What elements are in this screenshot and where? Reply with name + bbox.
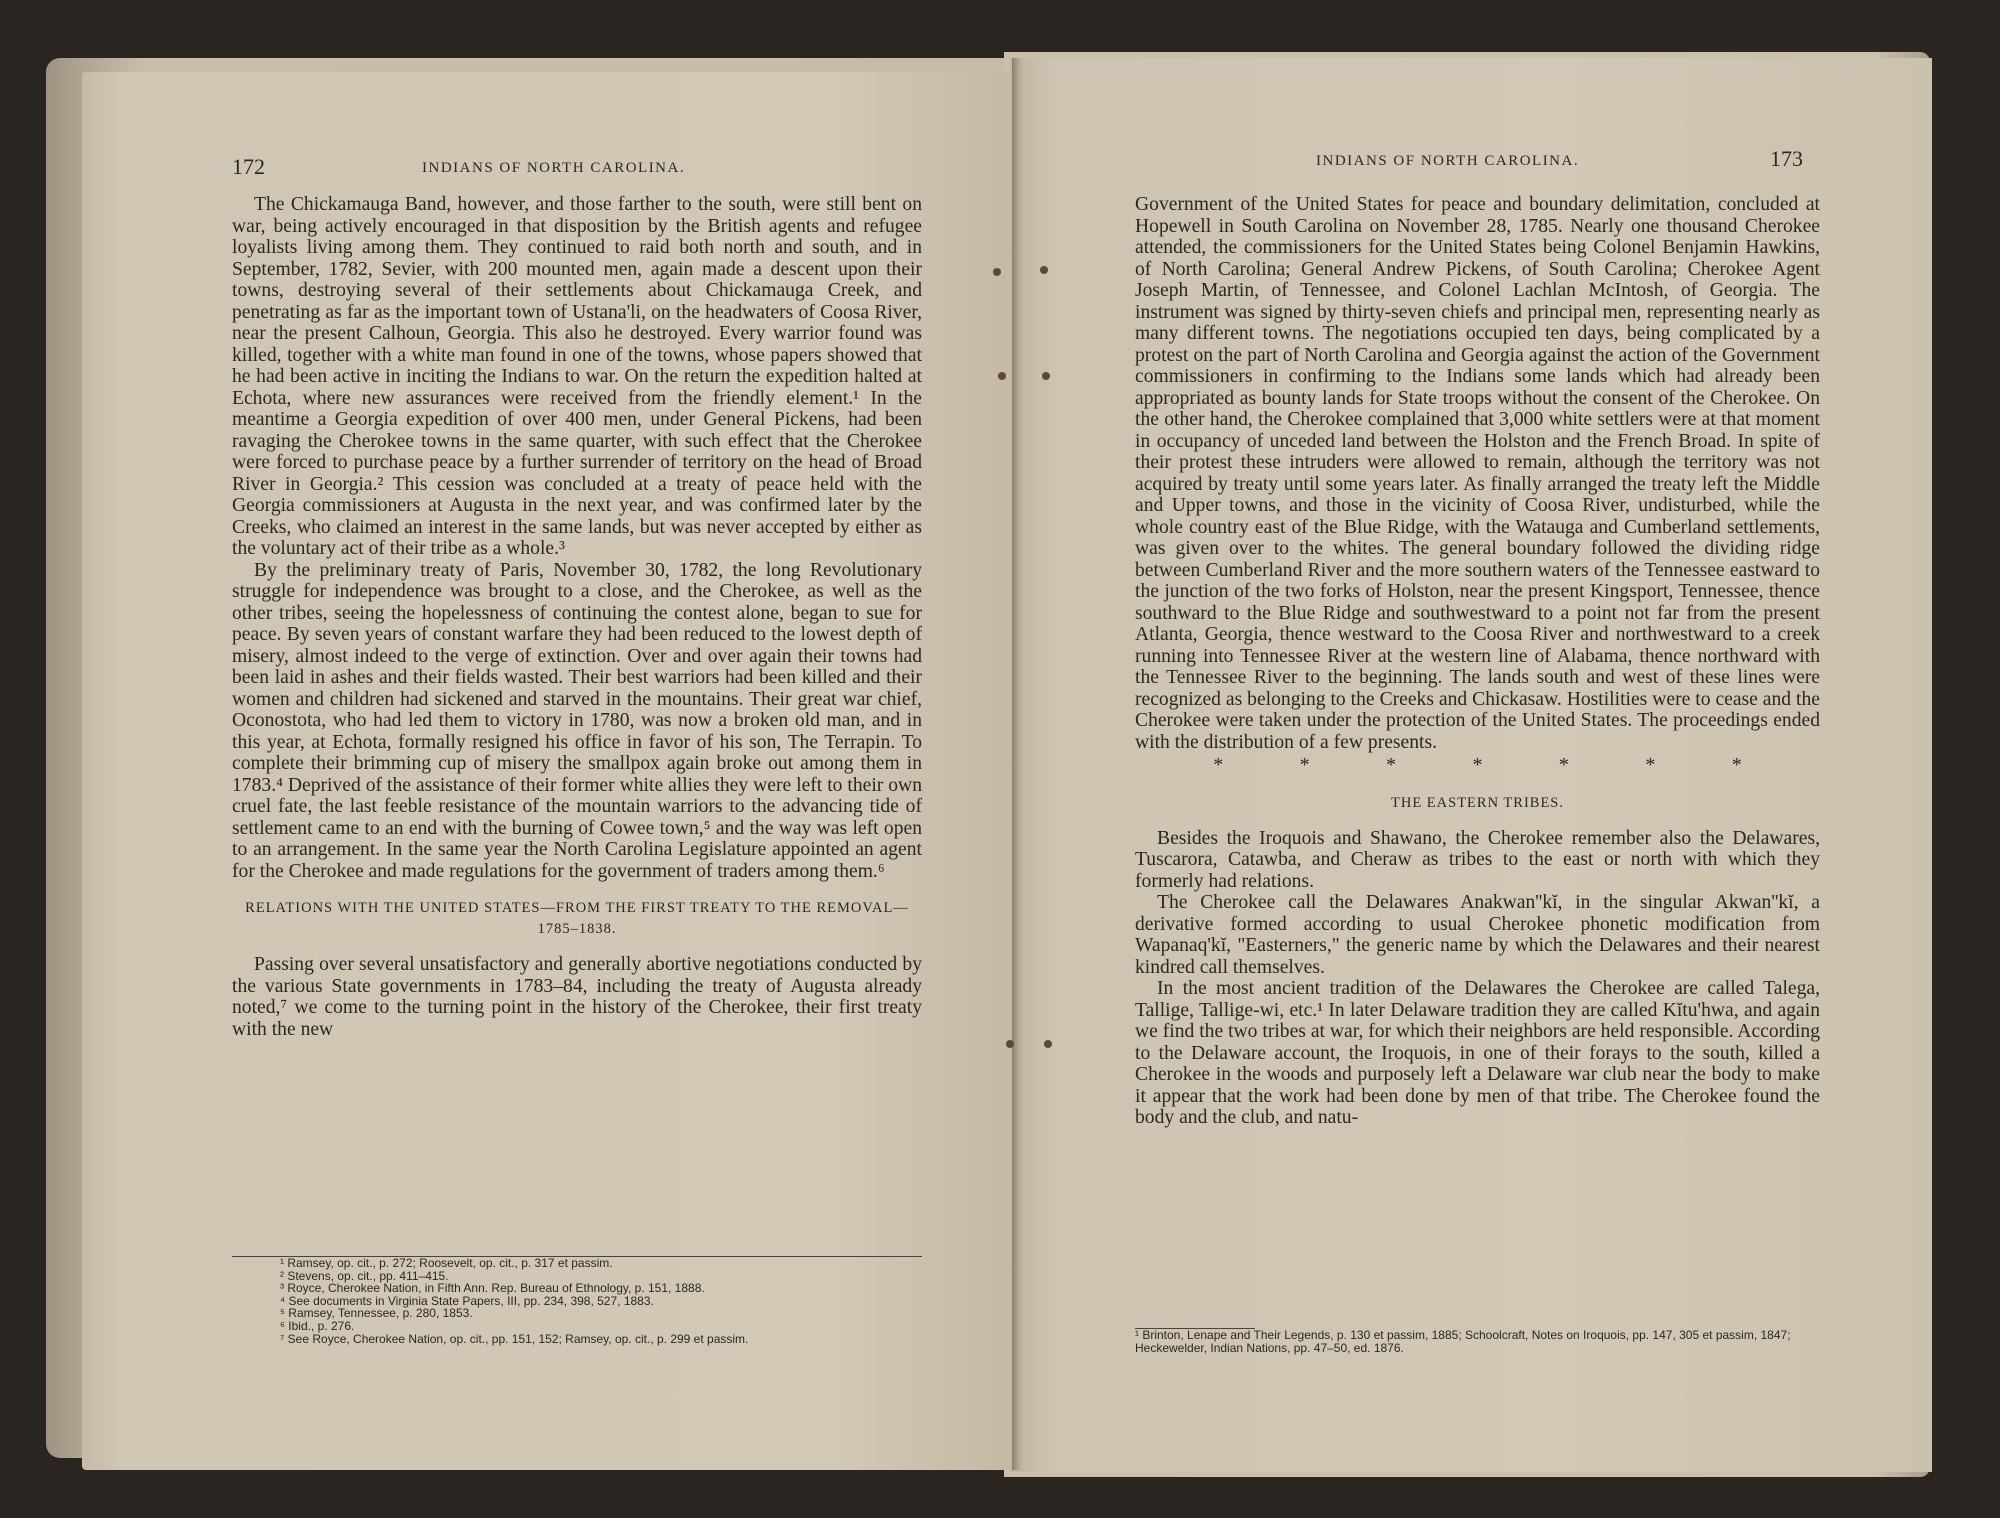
binding-hole <box>993 268 1001 276</box>
footnote: ² Stevens, op. cit., pp. 411–415. <box>280 1268 449 1283</box>
book-gutter <box>1012 58 1024 1470</box>
right-text-column <box>1135 194 1820 1129</box>
paragraph: Besides the Iroquois and Shawano, the Cherokee remember also the Delawares, Tuscarora, Catawba, and Cheraw as tribes to the east or north with which they formerly had relations. <box>1135 827 1820 892</box>
right-page-number: 173 <box>1770 146 1803 171</box>
paragraph: The Chickamauga Band, however, and those farther to the south, were still bent on war, being actively encouraged in that disposition by the British agents and refugee loyalists living among them. They continued to raid both north and south, and in September, 1782, Sevier, with 200 mounted men, again made a descent upon their towns, destroying several of their settlements about Chickamauga Creek, and penetrating as far as the important town of Ustana'li, on the headwaters of Coosa River, near the present Calhoun, Georgia. This also he destroyed. Every warrior found was killed, together with a white man found in one of the towns, whose papers showed that he had been active in inciting the Indians to war. On the return the expedition halted at Echota, where new assurances were received from the friendly element.¹ In the meantime a Georgia expedition of over 400 men, under General Pickens, had been ravaging the Cherokee towns in the same quarter, with such effect that the Cherokee were forced to purchase peace by a further surrender of territory on the head of Broad River in Georgia.² This cession was concluded at a treaty of peace held with the Georgia commissioners at Augusta in the next year, and was confirmed later by the Creeks, who claimed an interest in the same lands, but was never accepted by either as the voluntary act of their tribe as a whole.³ <box>232 194 922 559</box>
paragraph: Government of the United States for peace and boundary delimitation, concluded at Hopewell in South Carolina on November 28, 1785. Nearly one thousand Cherokee attended, the commissioners for the United States being Colonel Benjamin Hawkins, of North Carolina; General Andrew Pickens, of South Carolina; Cherokee Agent Joseph Martin, of Tennessee, and Colonel Lachlan McIntosh, of Georgia. The instrument was signed by thirty-seven chiefs and principal men, representing nearly as many different towns. The negotiations occupied ten days, being complicated by a protest on the part of North Carolina and Georgia against the action of the Government commissioners in confirming to the Indians some lands which had already been appropriated as bounty lands for State troops without the consent of the Cherokee. On the other hand, the Cherokee complained that 3,000 white settlers were at that moment in occupancy of unceded land between the Holston and the French Broad. In spite of their protest these intruders were allowed to remain, although the territory was not acquired by treaty until some years later. As finally arranged the treaty left the Middle and Upper towns, and those in the vicinity of Coosa River, undisturbed, while the whole country east of the Blue Ridge, with the Watauga and Cumberland settlements, was given over to the whites. The general boundary followed the dividing ridge between Cumberland River and the more southern waters of the Tennessee eastward to the junction of the two forks of Holston, near the present Kingsport, Tennessee, thence southward to the Blue Ridge and southwestward to a point not far from the present Atlanta, Georgia, thence westward to the Coosa River and northwestward to a creek running into Tennessee River at the western line of Alabama, thence northward with the Tennessee River to the beginning. The lands south and west of these lines were recognized as belonging to the Creeks and Chickasaw. Hostilities were to cease and the Cherokee were taken under the protection of the United States. The proceedings ended with the distribution of a few presents. <box>1135 194 1820 753</box>
star: * <box>1731 754 1742 776</box>
right-page <box>1010 58 1932 1472</box>
binding-hole <box>1040 266 1048 274</box>
binding-hole <box>998 372 1006 380</box>
left-page <box>82 72 1026 1470</box>
left-text-column <box>232 194 922 1040</box>
left-page-number: 172 <box>232 154 265 179</box>
paragraph: The Cherokee call the Delawares Anakwan''kĭ, in the singular Akwan''kĭ, a derivative formed according to usual Cherokee phonetic modification from Wapanaq'kĭ, "Easterners," the generic name by which the Delawares and their nearest kindred call themselves. <box>1135 892 1820 978</box>
paragraph: Passing over several unsatisfactory and generally abortive negotiations conducted by the various State governments in 1783–84, including the treaty of Augusta already noted,⁷ we come to the turning point in the history of the Cherokee, their first treaty with the new <box>232 954 922 1040</box>
right-footnotes <box>1135 1328 1820 1354</box>
footnote: ⁴ See documents in Virginia State Papers, III, pp. 234, 398, 527, 1883. <box>280 1293 654 1308</box>
star: * <box>1213 754 1224 776</box>
footnote: ¹ Brinton, Lenape and Their Legends, p. 130 et passim, 1885; Schoolcraft, Notes on Iroquois, pp. 147, 305 et passim, 1847; Heckewelder, Indian Nations, pp. 47–50, ed. 1876. <box>1135 1328 1791 1355</box>
binding-hole <box>1044 1040 1052 1048</box>
star: * <box>1386 754 1397 776</box>
section-heading: THE EASTERN TRIBES. <box>1391 794 1564 811</box>
left-running-head: INDIANS OF NORTH CAROLINA. <box>422 160 686 176</box>
star: * <box>1472 754 1483 776</box>
binding-hole <box>1006 1040 1014 1048</box>
star: * <box>1558 754 1569 776</box>
footnote: ³ Royce, Cherokee Nation, in Fifth Ann. Rep. Bureau of Ethnology, p. 151, 1888. <box>280 1281 705 1296</box>
footnote: ⁷ See Royce, Cherokee Nation, op. cit., pp. 151, 152; Ramsey, op. cit., p. 299 et passim. <box>280 1331 749 1346</box>
star: * <box>1299 754 1310 776</box>
footnote: ⁵ Ramsey, Tennessee, p. 280, 1853. <box>280 1306 473 1321</box>
footnote: ⁶ Ibid., p. 276. <box>280 1318 355 1333</box>
right-running-head: INDIANS OF NORTH CAROLINA. <box>1316 153 1580 169</box>
section-heading: RELATIONS WITH THE UNITED STATES—FROM THE FIRST TREATY TO THE REMOVAL—1785–1838. <box>245 900 909 937</box>
binding-hole <box>1042 372 1050 380</box>
footnote: ¹ Ramsey, op. cit., p. 272; Roosevelt, op. cit., p. 317 et passim. <box>280 1256 613 1270</box>
paragraph: In the most ancient tradition of the Delawares the Cherokee are called Talega, Tallige, Tallige-wi, etc.¹ In later Delaware tradition they are called Kĭtu'hwa, and again we find the two tribes at war, for which their neighbors are held responsible. According to the Delaware account, the Iroquois, in one of their forays to the south, killed a Cherokee in the woods and purposely left a Delaware war club near the body to make it appear that the work had been done by men of that tribe. The Cherokee found the body and the club, and natu- <box>1135 978 1820 1128</box>
left-footnotes <box>232 1256 922 1345</box>
section-break-stars <box>1135 755 1820 777</box>
paragraph: By the preliminary treaty of Paris, November 30, 1782, the long Revolutionary struggle for independence was brought to a close, and the Cherokee, as well as the other tribes, seeing the hopelessness of continuing the contest alone, began to sue for peace. By seven years of constant warfare they had been reduced to the lowest depth of misery, almost indeed to the verge of extinction. Over and over again their towns had been laid in ashes and their fields wasted. Their best warriors had been killed and their women and children had sickened and starved in the mountains. Their great war chief, Oconostota, who had led them to victory in 1780, was now a broken old man, and in this year, at Echota, formally resigned his office in favor of his son, The Terrapin. To complete their brimming cup of misery the smallpox again broke out among them in 1783.⁴ Deprived of the assistance of their former white allies they were left to their own cruel fate, the last feeble resistance of the mountain warriors to the advancing tide of settlement came to an end with the burning of Cowee town,⁵ and the way was left open to an arrangement. In the same year the North Carolina Legislature appointed an agent for the Cherokee and made regulations for the government of traders among them.⁶ <box>232 559 922 882</box>
star: * <box>1645 754 1656 776</box>
